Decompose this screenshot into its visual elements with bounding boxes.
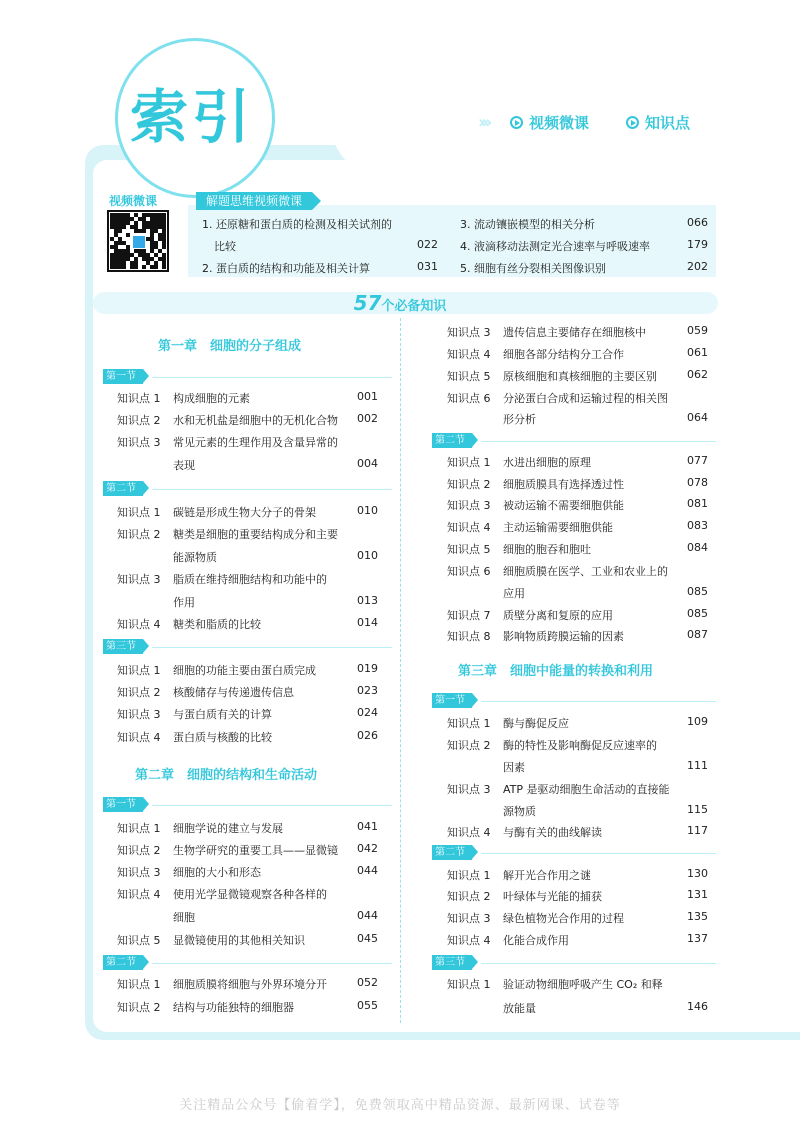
knowledge-point-title[interactable]: 细胞的胞吞和胞吐 — [503, 543, 591, 556]
knowledge-point-title[interactable]: 被动运输不需要细胞供能 — [503, 499, 624, 512]
knowledge-point-label: 知识点 8 — [447, 630, 491, 643]
page-number: 052 — [357, 976, 378, 989]
knowledge-point-label: 知识点 1 — [447, 717, 491, 730]
section-line — [481, 963, 716, 964]
page-title: 索引 — [130, 83, 255, 151]
knowledge-point-title[interactable]: 结构与功能独特的细胞器 — [173, 1001, 294, 1014]
knowledge-point-title[interactable]: 化能合成作用 — [503, 934, 569, 947]
page-number: 024 — [357, 706, 378, 719]
knowledge-point-title[interactable]: 质壁分离和复原的应用 — [503, 609, 613, 622]
chapter-title: 第二章 细胞的结构和生命活动 — [135, 768, 318, 783]
page-number: 044 — [357, 864, 378, 877]
knowledge-point-title[interactable]: 细胞的大小和形态 — [173, 866, 261, 879]
page-number: 014 — [357, 616, 378, 629]
section-line — [152, 805, 392, 806]
section-badge: 第三节 — [103, 639, 143, 654]
section-line — [152, 647, 392, 648]
column-divider — [400, 318, 401, 1023]
page-number: 085 — [687, 585, 708, 598]
page-number: 077 — [687, 454, 708, 467]
knowledge-point-label: 知识点 1 — [117, 664, 161, 677]
knowledge-point-label: 知识点 2 — [117, 844, 161, 857]
section-badge: 第一节 — [103, 797, 143, 812]
page-number: 083 — [687, 519, 708, 532]
page-number: 064 — [687, 411, 708, 424]
knowledge-point-title[interactable]: 细胞质膜在医学、工业和农业上的 — [503, 565, 668, 578]
knowledge-point-title[interactable]: 水和无机盐是细胞中的无机化合物 — [173, 414, 338, 427]
video-item[interactable]: 比较 — [214, 240, 236, 253]
knowledge-point-title[interactable]: 细胞质膜具有选择透过性 — [503, 478, 624, 491]
knowledge-point-label: 知识点 2 — [447, 890, 491, 903]
knowledge-point-label: 知识点 4 — [447, 934, 491, 947]
video-item[interactable]: 5. 细胞有丝分裂相关图像识别 — [460, 262, 606, 275]
knowledge-point-label: 知识点 4 — [117, 888, 161, 901]
knowledge-point-title[interactable]: 放能量 — [503, 1002, 536, 1015]
page-number: 078 — [687, 476, 708, 489]
knowledge-point-title[interactable]: 酶与酶促反应 — [503, 717, 569, 730]
page-number: 087 — [687, 628, 708, 641]
knowledge-point-label: 知识点 1 — [117, 978, 161, 991]
video-page: 179 — [687, 238, 708, 251]
qr-logo-icon — [133, 236, 145, 248]
legend-video-label: 视频微课 — [529, 114, 590, 132]
knowledge-point-title[interactable]: 细胞的功能主要由蛋白质完成 — [173, 664, 316, 677]
banner — [0, 292, 800, 318]
section-line — [152, 377, 392, 378]
video-page: 022 — [417, 238, 438, 251]
page-number: 059 — [687, 324, 708, 337]
knowledge-point-title[interactable]: 糖类和脂质的比较 — [173, 618, 261, 631]
knowledge-point-title[interactable]: 细胞质膜将细胞与外界环境分开 — [173, 978, 327, 991]
page-number: 042 — [357, 842, 378, 855]
page-number: 130 — [687, 867, 708, 880]
knowledge-point-title[interactable]: 影响物质跨膜运输的因素 — [503, 630, 624, 643]
play-icon — [626, 116, 639, 129]
page-number: 061 — [687, 346, 708, 359]
knowledge-point-label: 知识点 6 — [447, 392, 491, 405]
video-tag: 解题思维视频微课 — [196, 192, 312, 210]
page-number: 111 — [687, 759, 708, 772]
knowledge-point-label: 知识点 4 — [447, 826, 491, 839]
knowledge-point-label: 知识点 1 — [447, 456, 491, 469]
knowledge-point-title[interactable]: 碳链是形成生物大分子的骨架 — [173, 506, 316, 519]
knowledge-point-title[interactable]: 因素 — [503, 761, 525, 774]
knowledge-point-title[interactable]: 细胞各部分结构分工合作 — [503, 348, 624, 361]
section-line — [481, 701, 716, 702]
page-number: 135 — [687, 910, 708, 923]
knowledge-point-label: 知识点 1 — [117, 822, 161, 835]
knowledge-point-title[interactable]: 能源物质 — [173, 551, 217, 564]
knowledge-point-label: 知识点 2 — [117, 1001, 161, 1014]
knowledge-point-title[interactable]: 验证动物细胞呼吸产生 CO₂ 和释 — [503, 978, 663, 991]
knowledge-point-title[interactable]: 形分析 — [503, 413, 536, 426]
knowledge-point-title[interactable]: 绿色植物光合作用的过程 — [503, 912, 624, 925]
knowledge-point-label: 知识点 6 — [447, 565, 491, 578]
knowledge-point-title[interactable]: 与酶有关的曲线解读 — [503, 826, 602, 839]
knowledge-point-title[interactable]: 解开光合作用之谜 — [503, 869, 591, 882]
knowledge-point-label: 知识点 1 — [447, 869, 491, 882]
footer-watermark: 关注精品公众号【偷着学】，免费领取高中精品资源、最新网课、试卷等 — [179, 1098, 621, 1113]
video-page: 202 — [687, 260, 708, 273]
video-item[interactable]: 4. 液滴移动法测定光合速率与呼吸速率 — [460, 240, 650, 253]
chevron-decoration-icon: ››› — [478, 112, 489, 133]
knowledge-point-label: 知识点 4 — [117, 618, 161, 631]
section-badge: 第二节 — [103, 481, 143, 496]
page-number: 019 — [357, 662, 378, 675]
knowledge-point-label: 知识点 2 — [447, 478, 491, 491]
page-number: 045 — [357, 932, 378, 945]
page-number: 137 — [687, 932, 708, 945]
knowledge-point-label: 知识点 5 — [117, 934, 161, 947]
knowledge-point-title[interactable]: 叶绿体与光能的捕获 — [503, 890, 602, 903]
page-number: 010 — [357, 504, 378, 517]
knowledge-point-title[interactable]: 原核细胞和真核细胞的主要区别 — [503, 370, 657, 383]
page-number: 062 — [687, 368, 708, 381]
knowledge-point-label: 知识点 3 — [117, 866, 161, 879]
section-badge: 第三节 — [432, 955, 472, 970]
play-icon — [510, 116, 523, 129]
knowledge-point-title[interactable]: 作用 — [173, 596, 195, 609]
section-badge: 第二节 — [103, 955, 143, 970]
page-number: 109 — [687, 715, 708, 728]
knowledge-point-label: 知识点 3 — [447, 499, 491, 512]
qr-code[interactable] — [107, 210, 169, 272]
section-line — [481, 441, 716, 442]
knowledge-point-label: 知识点 3 — [117, 436, 161, 449]
page-number: 055 — [357, 999, 378, 1012]
knowledge-point-label: 知识点 5 — [447, 543, 491, 556]
video-label: 视频微课 — [109, 194, 158, 208]
video-item[interactable]: 2. 蛋白质的结构和功能及相关计算 — [202, 262, 370, 275]
knowledge-point-label: 知识点 1 — [447, 978, 491, 991]
knowledge-point-label: 知识点 2 — [117, 528, 161, 541]
page-number: 002 — [357, 412, 378, 425]
knowledge-point-title[interactable]: 常见元素的生理作用及含量异常的 — [173, 436, 338, 449]
page-number: 081 — [687, 497, 708, 510]
knowledge-point-title[interactable]: 细胞学说的建立与发展 — [173, 822, 283, 835]
knowledge-point-title[interactable]: 主动运输需要细胞供能 — [503, 521, 613, 534]
chapter-title: 第三章 细胞中能量的转换和利用 — [458, 664, 654, 679]
section-line — [481, 853, 716, 854]
page-number: 004 — [357, 457, 378, 470]
page-number: 026 — [357, 729, 378, 742]
section-line — [152, 963, 392, 964]
section-badge: 第一节 — [103, 369, 143, 384]
legend-knowledge-label: 知识点 — [645, 114, 691, 132]
page-number: 131 — [687, 888, 708, 901]
knowledge-point-title[interactable]: 构成细胞的元素 — [173, 392, 250, 405]
knowledge-point-title[interactable]: 生物学研究的重要工具——显微镜 — [173, 844, 338, 857]
legend-knowledge — [626, 112, 690, 133]
knowledge-point-title[interactable]: 分泌蛋白合成和运输过程的相关图 — [503, 392, 668, 405]
knowledge-point-label: 知识点 5 — [447, 370, 491, 383]
knowledge-point-label: 知识点 3 — [447, 912, 491, 925]
knowledge-point-label: 知识点 3 — [117, 573, 161, 586]
knowledge-point-title[interactable]: 细胞 — [173, 911, 195, 924]
knowledge-point-label: 知识点 3 — [447, 326, 491, 339]
section-badge: 第一节 — [432, 693, 472, 708]
knowledge-point-title[interactable]: 表现 — [173, 459, 195, 472]
knowledge-point-label: 知识点 4 — [447, 521, 491, 534]
video-page: 031 — [417, 260, 438, 273]
page-number: 013 — [357, 594, 378, 607]
knowledge-point-title[interactable]: 核酸储存与传递遗传信息 — [173, 686, 294, 699]
video-page: 066 — [687, 216, 708, 229]
banner-label: 个必备知识 — [381, 299, 447, 314]
knowledge-point-label: 知识点 7 — [447, 609, 491, 622]
section-badge: 第二节 — [432, 845, 472, 860]
knowledge-point-label: 知识点 1 — [117, 506, 161, 519]
page-number: 115 — [687, 803, 708, 816]
page-number: 041 — [357, 820, 378, 833]
page-number: 117 — [687, 824, 708, 837]
knowledge-point-title[interactable]: 蛋白质与核酸的比较 — [173, 731, 272, 744]
knowledge-point-title[interactable]: 源物质 — [503, 805, 536, 818]
knowledge-point-label: 知识点 3 — [447, 783, 491, 796]
knowledge-point-title[interactable]: 显微镜使用的其他相关知识 — [173, 934, 305, 947]
chapter-title: 第一章 细胞的分子组成 — [158, 339, 302, 354]
video-item[interactable]: 1. 还原糖和蛋白质的检测及相关试剂的 — [202, 218, 392, 231]
page-number: 044 — [357, 909, 378, 922]
knowledge-point-label: 知识点 3 — [117, 708, 161, 721]
knowledge-point-title[interactable]: 使用光学显微镜观察各种各样的 — [173, 888, 327, 901]
knowledge-point-label: 知识点 1 — [117, 392, 161, 405]
knowledge-point-title[interactable]: 与蛋白质有关的计算 — [173, 708, 272, 721]
page-number: 023 — [357, 684, 378, 697]
knowledge-point-title[interactable]: 应用 — [503, 587, 525, 600]
knowledge-point-label: 知识点 4 — [447, 348, 491, 361]
knowledge-point-label: 知识点 4 — [117, 731, 161, 744]
page-number: 001 — [357, 390, 378, 403]
section-badge: 第二节 — [432, 433, 472, 448]
knowledge-point-title[interactable]: 水进出细胞的原理 — [503, 456, 591, 469]
page-number: 146 — [687, 1000, 708, 1013]
knowledge-point-label: 知识点 2 — [117, 686, 161, 699]
knowledge-point-title[interactable]: 酶的特性及影响酶促反应速率的 — [503, 739, 657, 752]
legend-video — [510, 112, 589, 133]
page-number: 010 — [357, 549, 378, 562]
page-number: 084 — [687, 541, 708, 554]
knowledge-point-label: 知识点 2 — [117, 414, 161, 427]
knowledge-point-label: 知识点 2 — [447, 739, 491, 752]
knowledge-point-title[interactable]: 遗传信息主要储存在细胞核中 — [503, 326, 646, 339]
page-number: 085 — [687, 607, 708, 620]
knowledge-point-title[interactable]: ATP 是驱动细胞生命活动的直接能 — [503, 783, 670, 796]
knowledge-point-title[interactable]: 糖类是细胞的重要结构成分和主要 — [173, 528, 338, 541]
section-line — [152, 489, 392, 490]
video-item[interactable]: 3. 流动镶嵌模型的相关分析 — [460, 218, 595, 231]
knowledge-point-title[interactable]: 脂质在维持细胞结构和功能中的 — [173, 573, 327, 586]
banner-number: 57 — [353, 291, 382, 315]
